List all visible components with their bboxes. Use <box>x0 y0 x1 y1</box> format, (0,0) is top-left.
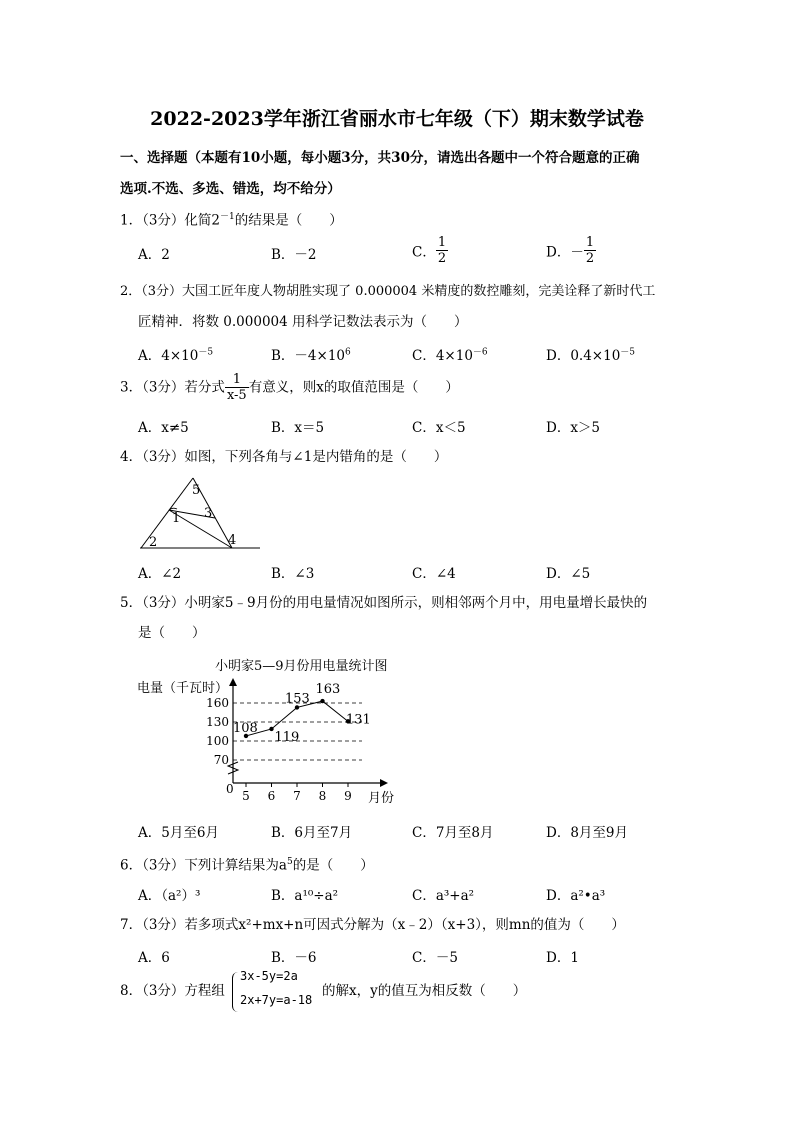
axis-break <box>228 762 238 774</box>
q1-d-num: 1 <box>585 235 595 250</box>
q1-d-label: D．－ <box>546 244 584 261</box>
q2-b-sup: 6 <box>345 347 351 358</box>
q1-sup: －1 <box>220 212 235 222</box>
q3-prefix: 3．（3分）若分式 <box>120 379 225 396</box>
q6-suffix: 的是（ ） <box>292 857 374 874</box>
q1-option-c <box>412 235 448 266</box>
question-5-line2: 是（ ） <box>138 625 206 641</box>
q4-option-c: C．∠4 <box>412 566 456 582</box>
q3-frac-num: 1 <box>225 372 249 388</box>
y-tick-label: 70 <box>213 753 229 767</box>
q7-option-b: B．－6 <box>271 950 317 966</box>
x-tick-label: 7 <box>293 789 301 803</box>
q1-prefix: 1．（3分）化简2 <box>120 212 221 229</box>
x-tick-label: 6 <box>267 789 276 803</box>
y-axis-arrow <box>229 678 237 686</box>
q2-option-c <box>412 344 488 364</box>
q4-option-a: A．∠2 <box>138 566 182 582</box>
q3-option-b: B．x＝5 <box>271 420 325 436</box>
q8-suffix: 的解x，y的值互为相反数（ ） <box>322 983 527 999</box>
q2-a-base: A．4×10 <box>138 348 199 364</box>
data-point <box>320 699 324 703</box>
data-point <box>269 727 273 731</box>
q1-c-label: C． <box>412 244 436 261</box>
q2-b-base: B．－4×10 <box>271 348 345 364</box>
q3-frac-den: x-5 <box>226 388 247 403</box>
x-axis-arrow <box>380 779 388 787</box>
q2-option-d <box>546 344 635 364</box>
q3-suffix: 有意义，则x的取值范围是（ ） <box>248 379 459 396</box>
question-4: 4．（3分）如图，下列各角与∠1是内错角的是（ ） <box>120 449 448 465</box>
question-7: 7．（3分）若多项式x²+mx+n可因式分解为（x﹣2）（x+3），则mn的值为（ ） <box>120 917 625 933</box>
y-tick-label: 130 <box>206 715 229 729</box>
question-1 <box>120 207 343 231</box>
q3-option-c: C．x＜5 <box>412 420 466 436</box>
q7-option-d: D．1 <box>546 950 579 966</box>
q2-c-base: C．4×10 <box>412 348 473 364</box>
q1-d-den: 2 <box>585 251 595 266</box>
x-tick-label: 9 <box>344 789 352 803</box>
q4-label-4: 4 <box>228 533 237 548</box>
q4-label-5: 5 <box>192 483 201 498</box>
q1-c-den: 2 <box>437 251 447 266</box>
electricity-line-chart <box>130 650 430 810</box>
q6-option-d: D．a²•a³ <box>546 888 606 904</box>
data-label: 108 <box>233 720 258 736</box>
chart-title: 小明家5—9月份用电量统计图 <box>215 659 388 674</box>
q1-option-a: A．2 <box>138 247 170 263</box>
y-tick-label: 100 <box>206 734 229 748</box>
q2-option-b <box>271 344 351 364</box>
q2-d-base: D．0.4×10 <box>546 348 621 364</box>
q6-option-b: B．a¹⁰÷a² <box>271 888 339 904</box>
q4-label-2: 2 <box>149 535 158 550</box>
data-label: 163 <box>315 682 341 698</box>
data-label: 131 <box>346 712 371 728</box>
q5-option-a: A．5月至6月 <box>138 825 219 841</box>
q1-option-b: B．－2 <box>271 247 317 263</box>
question-3 <box>120 372 459 403</box>
q7-option-a: A．6 <box>138 950 170 966</box>
q6-text: 6．（3分）下列计算结果为a <box>120 857 287 874</box>
q1-option-d <box>546 235 596 266</box>
question-2-line2: 匠精神．将数 0.000004 用科学记数法表示为（ ） <box>138 314 468 330</box>
question-2-line1: 2．（3分）大国工匠年度人物胡胜实现了 0.000004 米精度的数控雕刻，完美诠释了新时代工 <box>120 284 656 299</box>
q1-suffix: 的结果是（ ） <box>234 212 343 229</box>
q7-option-c: C．－5 <box>412 950 458 966</box>
q4-option-d: D．∠5 <box>546 566 591 582</box>
data-label: 153 <box>285 691 310 707</box>
q2-d-sup: －5 <box>620 347 636 358</box>
q4-triangle-figure <box>135 472 265 554</box>
chart-origin-label: 0 <box>226 782 234 796</box>
q3-option-d: D．x＞5 <box>546 420 601 436</box>
chart-ylabel: 电量（千瓦时） <box>137 681 229 696</box>
q3-option-a: A．x≠5 <box>138 420 189 436</box>
x-tick-label: 5 <box>242 789 250 803</box>
q6-sup: 5 <box>286 857 293 867</box>
q4-label-1: 1 <box>172 511 181 526</box>
q2-c-sup: －6 <box>472 347 488 358</box>
q2-a-sup: －5 <box>198 347 214 358</box>
section-heading-line2: 选项.不选、多选、错选，均不给分） <box>120 181 341 197</box>
q4-label-3: 3 <box>204 506 213 521</box>
y-tick-label: 160 <box>206 696 229 710</box>
q5-option-c: C．7月至8月 <box>412 825 494 841</box>
q4-option-b: B．∠3 <box>271 566 315 582</box>
q6-option-c: C．a³+a² <box>412 888 475 904</box>
x-tick-label: 8 <box>318 789 327 803</box>
q5-option-d: D．8月至9月 <box>546 825 629 841</box>
page-title: 2022-2023学年浙江省丽水市七年级（下）期末数学试卷 <box>150 108 644 130</box>
section-heading-line1: 一、选择题（本题有10小题，每小题3分，共30分，请选出各题中一个符合题意的正确 <box>120 150 640 166</box>
q8-equation-2: 2x+7y=a-18 <box>240 993 313 1007</box>
question-5-line1: 5．（3分）小明家5﹣9月份的用电量情况如图所示，则相邻两个月中，用电量增长最快的 <box>120 595 648 611</box>
q8-brace <box>232 972 239 1012</box>
q1-c-num: 1 <box>437 235 447 250</box>
chart-xlabel: 月份 <box>368 791 395 806</box>
q8-equation-1: 3x-5y=2a <box>240 969 298 983</box>
q8-prefix: 8．（3分）方程组 <box>120 983 225 999</box>
q6-option-a: A．（a²）³ <box>138 888 201 904</box>
q2-option-a <box>138 344 213 364</box>
data-label: 119 <box>274 729 300 745</box>
q5-option-b: B．6月至7月 <box>271 825 353 841</box>
question-6 <box>120 852 374 876</box>
